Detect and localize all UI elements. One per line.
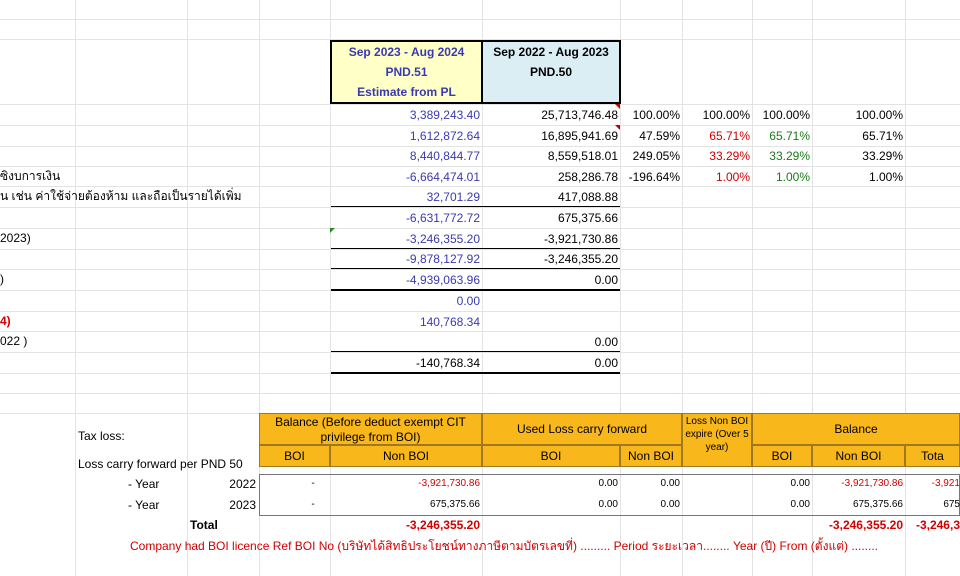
cell-value[interactable]: -3,246,355.20 <box>543 252 618 266</box>
cell-value[interactable]: 100.00% <box>855 108 903 122</box>
header-current-period[interactable] <box>330 40 483 104</box>
row-label: น เช่น ค่าใช้จ่ายต้องห้าม และถือเป็นรายได้เพิ่ม <box>0 189 242 203</box>
cell-value[interactable]: 0.00 <box>594 273 618 287</box>
cell-value[interactable]: 65.71% <box>769 129 810 143</box>
subheader-used-nonboi[interactable]: Non BOI <box>620 445 682 467</box>
cell-value[interactable]: 140,768.34 <box>419 315 480 329</box>
cell-border <box>331 372 620 374</box>
cell-value[interactable]: -6,631,772.72 <box>405 211 480 225</box>
cell-value[interactable]: -6,664,474.01 <box>405 170 480 184</box>
row-label: ) <box>0 272 4 286</box>
cell-value[interactable]: 33.29% <box>769 149 810 163</box>
cell-value[interactable]: 0.00 <box>594 356 618 370</box>
grid-line <box>0 311 960 312</box>
cell-value[interactable]: -4,939,063.96 <box>405 273 480 287</box>
grid-line <box>0 393 960 394</box>
cell-value[interactable]: 675 <box>943 499 960 510</box>
cell-value[interactable]: 0.00 <box>790 499 810 510</box>
header-prior-period[interactable] <box>481 40 621 104</box>
header-current-note: Estimate from PL <box>357 85 456 99</box>
cell-value[interactable]: 417,088.88 <box>557 190 618 204</box>
boi-licence-note[interactable]: Company had BOI licence Ref BOI No (บริษัทได้สิทธิประโยชน์ทางภาษีตามบัตรเลขที่) ......... Period ระยะเวลา........ Year (ปี) From (ตั้งแต่) ........ <box>130 539 878 553</box>
cell-value[interactable]: -140,768.34 <box>415 356 480 370</box>
year-row-label: - Year <box>128 498 160 512</box>
row-label: 4) <box>0 314 11 328</box>
cell-value[interactable]: 65.71% <box>709 129 750 143</box>
cell-value[interactable]: 33.29% <box>862 149 903 163</box>
cell-value[interactable]: 675,375.66 <box>557 211 618 225</box>
year-row-label: - Year <box>128 477 160 491</box>
cell-value[interactable]: -3,921 <box>931 478 960 489</box>
grid-line <box>0 331 960 332</box>
header-loss-nonboi-label: Loss Non BOI expire (Over 5 year) <box>685 416 749 453</box>
cell-value[interactable]: 100.00% <box>762 108 810 122</box>
cell-value[interactable]: 3,389,243.40 <box>409 108 480 122</box>
cell-border <box>331 351 620 352</box>
subheader-bal-total[interactable]: Tota <box>905 445 960 467</box>
total-bal-nonboi[interactable]: -3,246,355.20 <box>828 518 903 532</box>
grid-line <box>0 207 960 208</box>
cell-border <box>331 206 620 207</box>
total-label: Total <box>190 518 218 532</box>
total-bal-total[interactable]: -3,246,3 <box>915 518 960 532</box>
cell-value[interactable]: 249.05% <box>632 149 680 163</box>
cell-value[interactable]: - <box>311 499 315 510</box>
year-value[interactable]: 2022 <box>229 477 256 491</box>
tax-loss-title: Tax loss: <box>78 429 125 443</box>
header-prior-form: PND.50 <box>529 65 573 79</box>
row-label: 022 ) <box>0 334 28 348</box>
cell-value[interactable]: 8,440,844.77 <box>409 149 480 163</box>
grid-line <box>0 269 960 270</box>
cell-value[interactable]: 0.00 <box>598 478 618 489</box>
grid-line <box>0 352 960 353</box>
cell-value[interactable]: 0.00 <box>456 294 480 308</box>
cell-value[interactable]: -196.64% <box>628 170 680 184</box>
header-current-range: Sep 2023 - Aug 2024 <box>348 45 465 59</box>
header-balance-label: Balance <box>834 422 878 436</box>
cell-value[interactable]: 0.00 <box>790 478 810 489</box>
cell-value[interactable]: 65.71% <box>862 129 903 143</box>
cell-value[interactable]: -3,921,730.86 <box>841 478 903 489</box>
cell-value[interactable]: - <box>311 478 315 489</box>
subheader-used-boi[interactable]: BOI <box>482 445 620 467</box>
grid-line <box>0 228 960 229</box>
tax-loss-subtitle: Loss carry forward per PND 50 <box>78 457 243 471</box>
header-balance-before-label: Balance (Before deduct exempt CIT privilege from BOI) <box>275 415 466 444</box>
subheader-nonboi[interactable]: Non BOI <box>330 445 482 467</box>
year-value[interactable]: 2023 <box>229 498 256 512</box>
grid-line <box>187 0 188 576</box>
grid-line <box>0 249 960 250</box>
grid-line <box>75 0 76 576</box>
header-balance[interactable] <box>752 413 960 445</box>
cell-value[interactable]: 1.00% <box>775 170 810 184</box>
cell-value[interactable]: 100.00% <box>632 108 680 122</box>
cell-value[interactable]: 25,713,746.48 <box>541 108 618 122</box>
cell-value[interactable]: 47.59% <box>639 129 680 143</box>
cell-value[interactable]: 1,612,872.64 <box>409 129 480 143</box>
header-used-loss-label: Used Loss carry forward <box>516 422 648 436</box>
row-label: ซิงบการเงิน <box>0 169 61 183</box>
row-label: 2023) <box>0 231 31 245</box>
total-nonboi[interactable]: -3,246,355.20 <box>405 518 480 532</box>
header-used-loss[interactable] <box>482 413 682 445</box>
subheader-bal-nonboi[interactable]: Non BOI <box>812 445 905 467</box>
cell-value[interactable]: 0.00 <box>594 335 618 349</box>
cell-value[interactable]: -3,921,730.86 <box>418 478 480 489</box>
cell-value[interactable]: 100.00% <box>702 108 750 122</box>
cell-value[interactable]: -3,246,355.20 <box>405 232 480 246</box>
cell-border <box>331 268 620 269</box>
subheader-boi[interactable]: BOI <box>259 445 330 467</box>
header-loss-nonboi[interactable] <box>682 413 752 467</box>
cell-value[interactable]: 16,895,941.69 <box>541 129 618 143</box>
cell-value[interactable]: 1.00% <box>715 170 750 184</box>
cell-value[interactable]: 675,375.66 <box>852 499 903 510</box>
cell-value[interactable]: 0.00 <box>660 478 680 489</box>
header-current-form: PND.51 <box>385 65 428 79</box>
cell-value[interactable]: 0.00 <box>660 499 680 510</box>
cell-value[interactable]: -9,878,127.92 <box>405 252 480 266</box>
cell-value[interactable]: 675,375.66 <box>429 499 480 510</box>
cell-value[interactable]: 8,559,518.01 <box>547 149 618 163</box>
grid-line <box>0 19 960 20</box>
cell-value[interactable]: 32,701.29 <box>426 190 480 204</box>
cell-value[interactable]: 0.00 <box>598 499 618 510</box>
header-prior-range: Sep 2022 - Aug 2023 <box>493 45 609 59</box>
subheader-bal-boi[interactable]: BOI <box>752 445 812 467</box>
cell-value[interactable]: -3,921,730.86 <box>543 232 618 246</box>
cell-value[interactable]: 33.29% <box>709 149 750 163</box>
header-balance-before[interactable] <box>259 413 482 445</box>
cell-value[interactable]: 258,286.78 <box>557 170 618 184</box>
cell-value[interactable]: 1.00% <box>868 170 903 184</box>
